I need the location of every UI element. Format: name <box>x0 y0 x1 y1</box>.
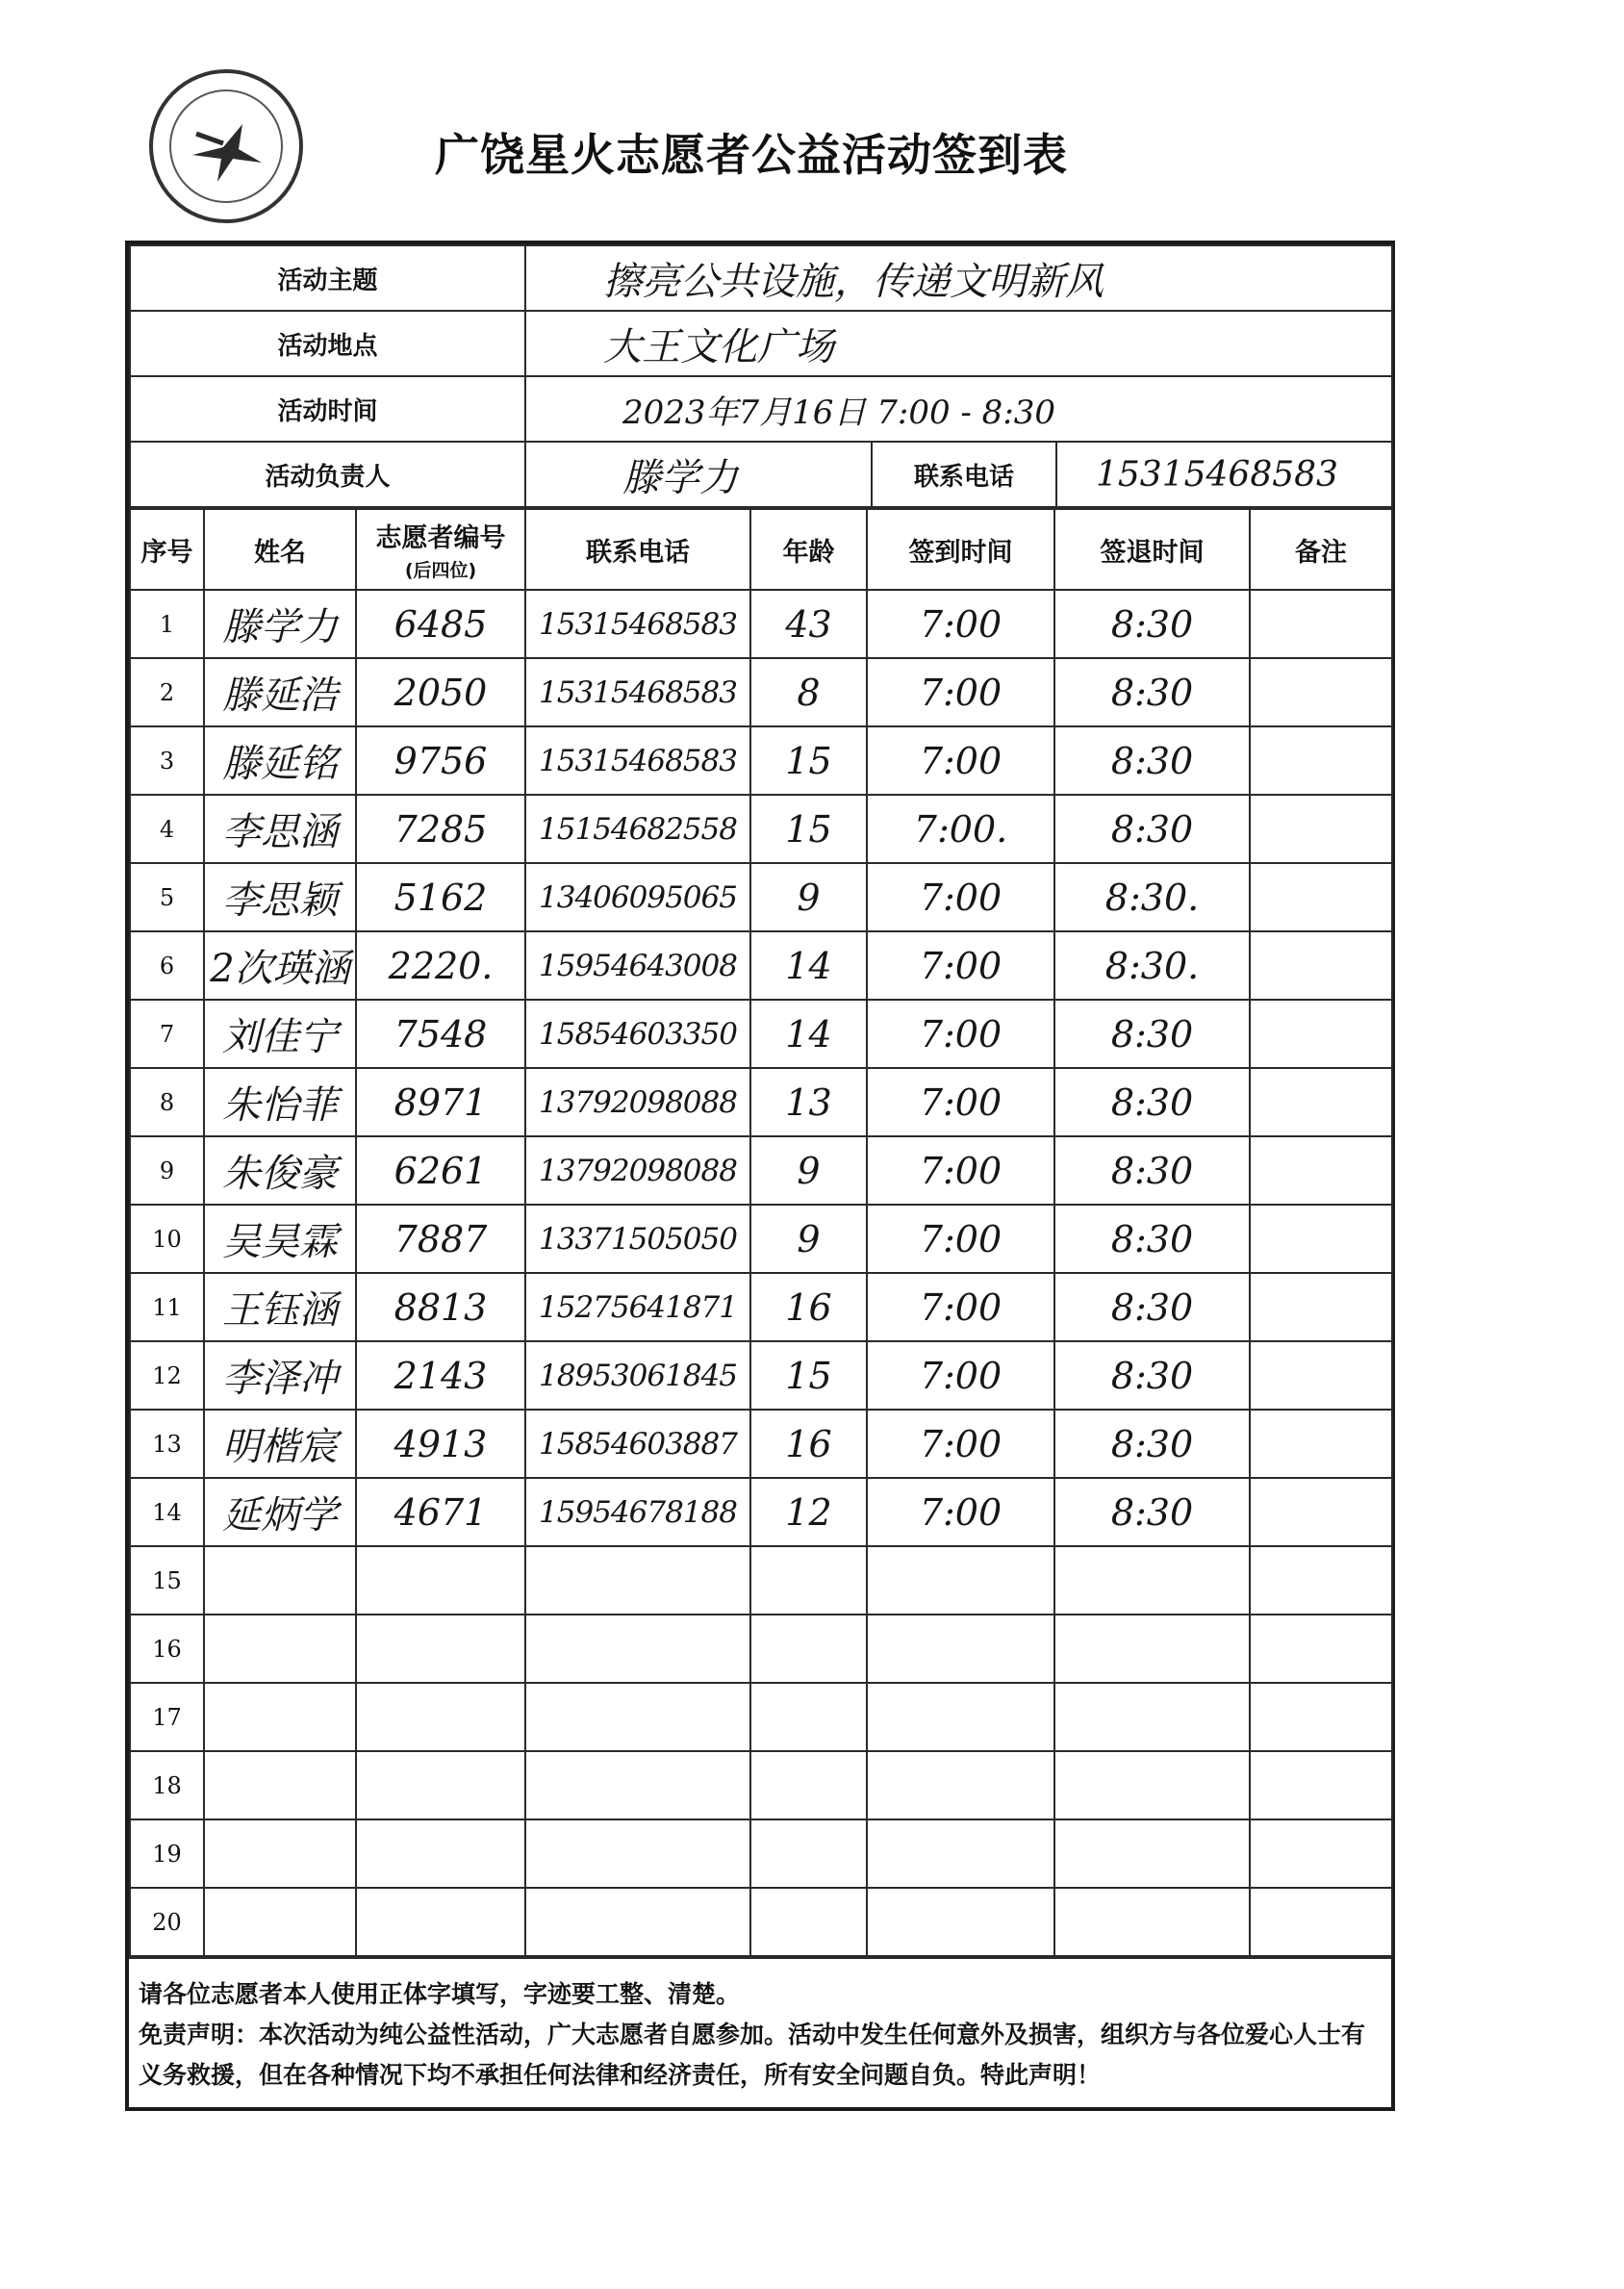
row-code: 6261 <box>356 1136 525 1205</box>
table-row <box>130 1410 1392 1478</box>
row-phone: 15954643008 <box>525 931 750 1000</box>
row-age: 43 <box>750 590 867 658</box>
row-note <box>1250 726 1392 795</box>
row-checkin: 7:00 <box>867 1478 1054 1546</box>
row-idx: 17 <box>130 1683 204 1751</box>
place-label: 活动地点 <box>130 311 525 376</box>
row-checkin: 7:00 <box>867 1341 1054 1410</box>
row-idx: 9 <box>130 1136 204 1205</box>
row-code <box>356 1888 525 1956</box>
row-code: 2050 <box>356 658 525 726</box>
star-shooting-icon <box>185 105 267 188</box>
header-code-main: 志愿者编号 <box>375 523 506 553</box>
row-idx: 20 <box>130 1888 204 1956</box>
header-checkin: 签到时间 <box>867 509 1054 590</box>
row-note <box>1250 1205 1392 1273</box>
row-checkin: 7:00 <box>867 1136 1054 1205</box>
row-name: 李思颖 <box>204 863 356 931</box>
row-note <box>1250 1136 1392 1205</box>
disclaimer: 免责声明：本次活动为纯公益性活动，广大志愿者自愿参加。活动中发生任何意外及损害，组织方与各位爱心人士有义务救援，但在各种情况下均不承担任何法律和经济责任，所有安全问题自负。特此声明！ <box>139 2021 1366 2089</box>
time-label: 活动时间 <box>130 376 525 442</box>
table-row <box>130 795 1392 863</box>
row-checkout: 8:30. <box>1054 863 1250 931</box>
row-name: 延炳学 <box>204 1478 356 1546</box>
row-code: 2220. <box>356 931 525 1000</box>
row-idx: 14 <box>130 1478 204 1546</box>
header-age: 年龄 <box>750 509 867 590</box>
row-age: 15 <box>750 795 867 863</box>
row-checkout: 8:30 <box>1054 1341 1250 1410</box>
row-phone: 15154682558 <box>525 795 750 863</box>
row-idx: 7 <box>130 1000 204 1068</box>
row-idx: 11 <box>130 1273 204 1341</box>
row-age: 14 <box>750 931 867 1000</box>
row-checkout: 8:30 <box>1054 1136 1250 1205</box>
row-idx: 1 <box>130 590 204 658</box>
table-row <box>130 1000 1392 1068</box>
row-code: 8813 <box>356 1273 525 1341</box>
row-name: 2次瑛涵 <box>204 931 356 1000</box>
row-checkout: 8:30 <box>1054 795 1250 863</box>
table-row <box>130 1888 1392 1956</box>
row-phone: 15954678188 <box>525 1478 750 1546</box>
row-code: 6485 <box>356 590 525 658</box>
row-checkout <box>1054 1546 1250 1615</box>
row-checkin: 7:00 <box>867 726 1054 795</box>
row-name <box>204 1615 356 1683</box>
row-note <box>1250 590 1392 658</box>
row-idx: 4 <box>130 795 204 863</box>
table-row <box>130 726 1392 795</box>
table-row <box>130 1615 1392 1683</box>
table-row <box>130 1341 1392 1410</box>
row-note <box>1250 658 1392 726</box>
row-code: 4671 <box>356 1478 525 1546</box>
row-name <box>204 1888 356 1956</box>
row-code: 5162 <box>356 863 525 931</box>
row-name <box>204 1546 356 1615</box>
row-phone: 15315468583 <box>525 658 750 726</box>
row-code: 7887 <box>356 1205 525 1273</box>
row-idx: 12 <box>130 1341 204 1410</box>
row-checkout <box>1054 1751 1250 1819</box>
row-checkout: 8:30 <box>1054 1478 1250 1546</box>
row-checkin: 7:00 <box>867 1205 1054 1273</box>
row-code: 7285 <box>356 795 525 863</box>
row-note <box>1250 1478 1392 1546</box>
row-checkin <box>867 1546 1054 1615</box>
row-note <box>1250 1410 1392 1478</box>
row-name: 滕延浩 <box>204 658 356 726</box>
row-checkout: 8:30 <box>1054 590 1250 658</box>
table-row <box>130 1068 1392 1136</box>
row-age: 15 <box>750 1341 867 1410</box>
row-age <box>750 1683 867 1751</box>
table-row <box>130 1136 1392 1205</box>
row-phone <box>525 1888 750 1956</box>
row-code: 2143 <box>356 1341 525 1410</box>
row-note <box>1250 1683 1392 1751</box>
row-age: 8 <box>750 658 867 726</box>
table-row <box>130 658 1392 726</box>
row-age: 16 <box>750 1410 867 1478</box>
theme-label: 活动主题 <box>130 245 525 311</box>
row-idx: 2 <box>130 658 204 726</box>
time-value: 2023年7月16日 7:00 - 8:30 <box>525 376 1392 442</box>
row-idx: 10 <box>130 1205 204 1273</box>
row-phone: 18953061845 <box>525 1341 750 1410</box>
row-phone: 13371505050 <box>525 1205 750 1273</box>
row-checkin <box>867 1683 1054 1751</box>
row-phone: 15315468583 <box>525 590 750 658</box>
row-name: 吴昊霖 <box>204 1205 356 1273</box>
header-code <box>356 509 525 590</box>
row-checkout: 8:30 <box>1054 1068 1250 1136</box>
row-note <box>1250 1888 1392 1956</box>
row-age: 14 <box>750 1000 867 1068</box>
row-code <box>356 1819 525 1888</box>
row-checkout <box>1054 1615 1250 1683</box>
row-checkin: 7:00 <box>867 1000 1054 1068</box>
place-row <box>130 311 1392 376</box>
row-checkout: 8:30 <box>1054 658 1250 726</box>
header-note: 备注 <box>1250 509 1392 590</box>
row-code: 7548 <box>356 1000 525 1068</box>
row-phone <box>525 1683 750 1751</box>
row-note <box>1250 931 1392 1000</box>
header-name: 姓名 <box>204 509 356 590</box>
table-row <box>130 1478 1392 1546</box>
row-name: 刘佳宁 <box>204 1000 356 1068</box>
row-note <box>1250 1819 1392 1888</box>
row-name: 朱俊豪 <box>204 1136 356 1205</box>
row-phone: 15275641871 <box>525 1273 750 1341</box>
row-name: 王钰涵 <box>204 1273 356 1341</box>
row-age: 12 <box>750 1478 867 1546</box>
row-age <box>750 1819 867 1888</box>
row-name: 滕学力 <box>204 590 356 658</box>
row-checkout: 8:30 <box>1054 1205 1250 1273</box>
row-name <box>204 1751 356 1819</box>
row-name: 李思涵 <box>204 795 356 863</box>
leader-label: 活动负责人 <box>130 442 525 507</box>
row-code: 8971 <box>356 1068 525 1136</box>
row-checkin: 7:00 <box>867 1273 1054 1341</box>
row-note <box>1250 1068 1392 1136</box>
row-note <box>1250 863 1392 931</box>
header-phone: 联系电话 <box>525 509 750 590</box>
row-idx: 13 <box>130 1410 204 1478</box>
row-checkin: 7:00 <box>867 1068 1054 1136</box>
row-code: 4913 <box>356 1410 525 1478</box>
row-code <box>356 1683 525 1751</box>
row-phone: 15854603350 <box>525 1000 750 1068</box>
row-note <box>1250 1751 1392 1819</box>
header-code-sub: (后四位) <box>404 560 477 581</box>
row-name: 滕延铭 <box>204 726 356 795</box>
leader-phone-label: 联系电话 <box>872 442 1056 507</box>
row-checkout <box>1054 1819 1250 1888</box>
row-checkin <box>867 1751 1054 1819</box>
row-note <box>1250 1000 1392 1068</box>
row-note <box>1250 1341 1392 1410</box>
info-table <box>129 244 1393 508</box>
row-checkin: 7:00. <box>867 795 1054 863</box>
row-phone <box>525 1751 750 1819</box>
row-age <box>750 1546 867 1615</box>
row-checkout: 8:30 <box>1054 1273 1250 1341</box>
table-header <box>130 509 1392 590</box>
row-idx: 6 <box>130 931 204 1000</box>
row-idx: 8 <box>130 1068 204 1136</box>
table-row <box>130 1205 1392 1273</box>
theme-value: 擦亮公共设施，传递文明新风 <box>525 245 1392 311</box>
row-name: 明楷宸 <box>204 1410 356 1478</box>
table-row <box>130 1819 1392 1888</box>
table-row <box>130 1683 1392 1751</box>
row-note <box>1250 1273 1392 1341</box>
row-age: 9 <box>750 1136 867 1205</box>
row-phone: 15315468583 <box>525 726 750 795</box>
row-checkin: 7:00 <box>867 658 1054 726</box>
row-phone: 13792098088 <box>525 1068 750 1136</box>
header-checkout: 签退时间 <box>1054 509 1250 590</box>
row-idx: 16 <box>130 1615 204 1683</box>
row-phone <box>525 1819 750 1888</box>
table-row <box>130 1273 1392 1341</box>
row-checkout: 8:30 <box>1054 726 1250 795</box>
row-checkin <box>867 1819 1054 1888</box>
row-age <box>750 1888 867 1956</box>
row-idx: 15 <box>130 1546 204 1615</box>
row-idx: 3 <box>130 726 204 795</box>
row-phone: 13792098088 <box>525 1136 750 1205</box>
row-idx: 18 <box>130 1751 204 1819</box>
row-age: 9 <box>750 863 867 931</box>
row-age <box>750 1751 867 1819</box>
fill-instruction: 请各位志愿者本人使用正体字填写，字迹要工整、清楚。 <box>139 1980 741 2008</box>
row-name <box>204 1819 356 1888</box>
table-row <box>130 931 1392 1000</box>
row-idx: 19 <box>130 1819 204 1888</box>
row-code: 9756 <box>356 726 525 795</box>
row-checkin: 7:00 <box>867 590 1054 658</box>
table-row <box>130 863 1392 931</box>
row-name <box>204 1683 356 1751</box>
row-checkout: 8:30 <box>1054 1410 1250 1478</box>
row-idx: 5 <box>130 863 204 931</box>
leader-row <box>130 442 1392 507</box>
row-note <box>1250 1615 1392 1683</box>
row-age: 13 <box>750 1068 867 1136</box>
row-phone <box>525 1546 750 1615</box>
row-checkout <box>1054 1888 1250 1956</box>
row-code <box>356 1615 525 1683</box>
row-checkin: 7:00 <box>867 931 1054 1000</box>
leader-phone-value: 15315468583 <box>1056 442 1392 507</box>
place-value: 大王文化广场 <box>525 311 1392 376</box>
notes <box>129 1957 1391 2096</box>
row-age: 16 <box>750 1273 867 1341</box>
row-checkin <box>867 1615 1054 1683</box>
row-phone: 15854603887 <box>525 1410 750 1478</box>
sign-in-sheet <box>125 241 1395 2111</box>
table-row <box>130 1546 1392 1615</box>
row-age <box>750 1615 867 1683</box>
row-code <box>356 1751 525 1819</box>
row-checkout: 8:30. <box>1054 931 1250 1000</box>
row-name: 李泽冲 <box>204 1341 356 1410</box>
leader-value: 滕学力 <box>525 442 872 507</box>
volunteer-table <box>129 508 1393 1957</box>
row-note <box>1250 795 1392 863</box>
row-name: 朱怡菲 <box>204 1068 356 1136</box>
row-checkout: 8:30 <box>1054 1000 1250 1068</box>
row-checkin: 7:00 <box>867 863 1054 931</box>
row-phone <box>525 1615 750 1683</box>
row-phone: 13406095065 <box>525 863 750 931</box>
row-age: 15 <box>750 726 867 795</box>
row-checkin: 7:00 <box>867 1410 1054 1478</box>
table-body <box>130 590 1392 1956</box>
row-checkin <box>867 1888 1054 1956</box>
row-note <box>1250 1546 1392 1615</box>
row-code <box>356 1546 525 1615</box>
row-age: 9 <box>750 1205 867 1273</box>
header-idx: 序号 <box>130 509 204 590</box>
theme-row <box>130 245 1392 311</box>
organization-seal <box>149 69 303 223</box>
row-checkout <box>1054 1683 1250 1751</box>
page-title: 广饶星火志愿者公益活动签到表 <box>435 129 1068 181</box>
time-row <box>130 376 1392 442</box>
table-row <box>130 590 1392 658</box>
table-row <box>130 1751 1392 1819</box>
